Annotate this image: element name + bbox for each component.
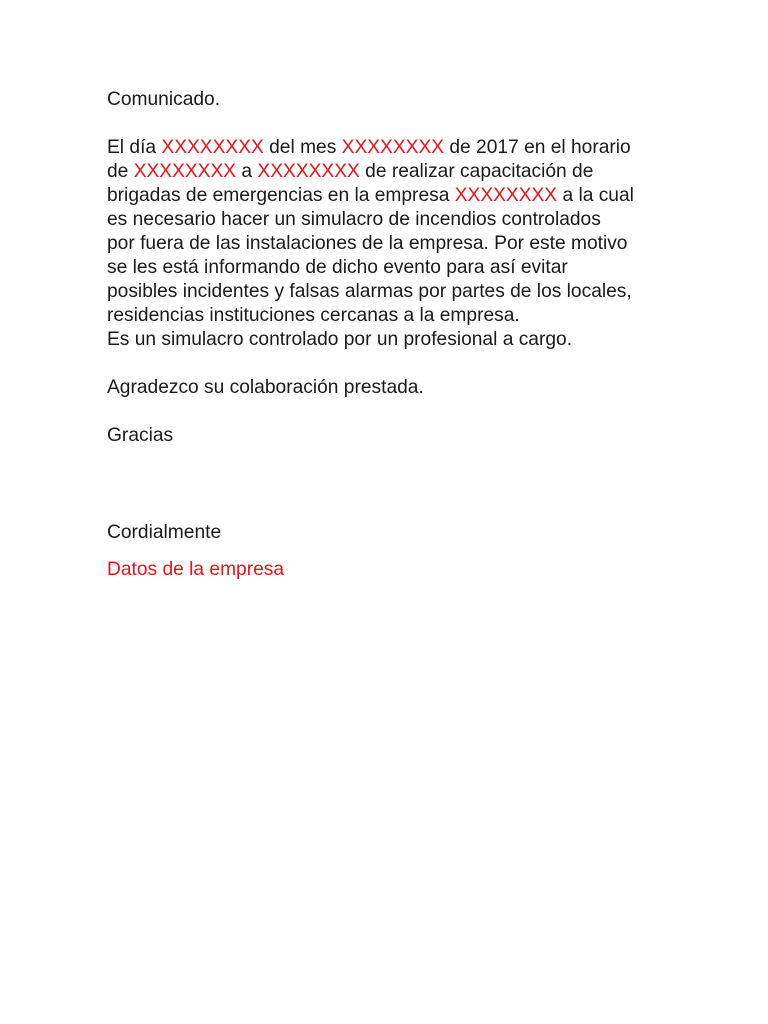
body-line-2 bbox=[107, 160, 707, 184]
placeholder-month: XXXXXXXX bbox=[341, 137, 445, 158]
body-line-9: Es un simulacro controlado por un profesional a cargo. bbox=[107, 329, 573, 350]
placeholder-time-from: XXXXXXXX bbox=[133, 161, 237, 182]
text: del mes bbox=[263, 137, 342, 158]
closing-line: Cordialmente bbox=[107, 522, 222, 543]
blank-line bbox=[107, 400, 707, 424]
blank-line bbox=[107, 112, 707, 136]
body-line-3 bbox=[107, 184, 707, 208]
gracias-line: Gracias bbox=[107, 425, 174, 446]
company-data-placeholder: Datos de la empresa bbox=[107, 559, 285, 580]
text: El día bbox=[107, 137, 162, 158]
text: de realizar capacitación de bbox=[359, 161, 594, 182]
letter-heading: Comunicado. bbox=[107, 89, 221, 110]
placeholder-day: XXXXXXXX bbox=[161, 137, 264, 158]
text: brigadas de emergencias en la empresa bbox=[107, 185, 455, 206]
body-line-6: se les está informando de dicho evento para así evitar bbox=[107, 257, 568, 278]
text: a bbox=[236, 161, 258, 182]
blank-line bbox=[107, 352, 707, 376]
text: de bbox=[107, 161, 134, 182]
body-line-5: por fuera de las instalaciones de la empresa. Por este motivo bbox=[107, 233, 628, 254]
text: a la cual bbox=[557, 185, 634, 206]
body-line-1 bbox=[107, 136, 707, 160]
placeholder-time-to: XXXXXXXX bbox=[257, 161, 360, 182]
text: de 2017 en el horario bbox=[444, 137, 631, 158]
letter-body bbox=[107, 88, 707, 448]
placeholder-company: XXXXXXXX bbox=[454, 185, 558, 206]
body-line-8: residencias instituciones cercanas a la empresa. bbox=[107, 305, 520, 326]
body-line-7: posibles incidentes y falsas alarmas por partes de los locales, bbox=[107, 281, 632, 302]
body-line-4: es necesario hacer un simulacro de incendios controlados bbox=[107, 209, 601, 230]
thanks-line: Agradezco su colaboración prestada. bbox=[107, 377, 424, 398]
